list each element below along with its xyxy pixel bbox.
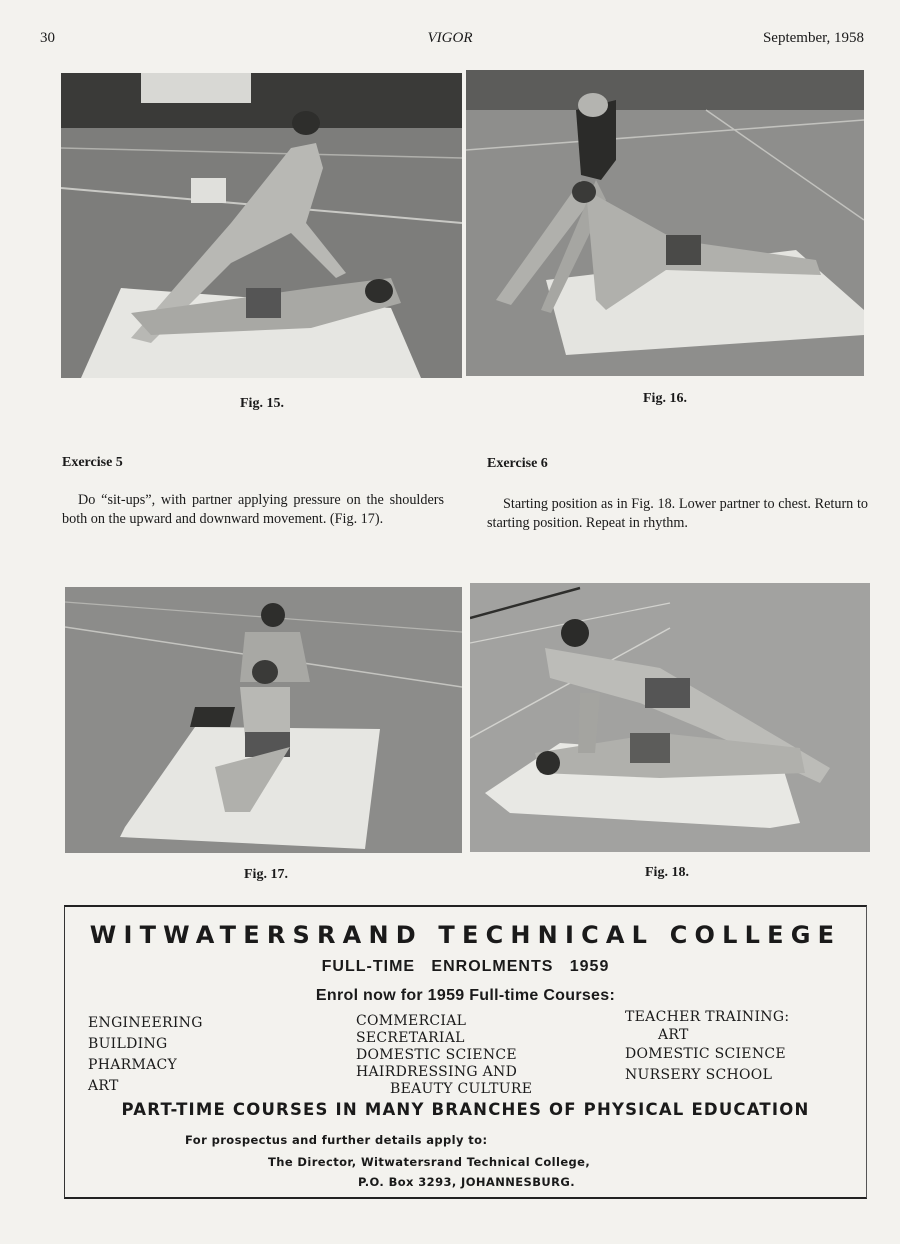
- ad-enrol-line: Enrol now for 1959 Full-time Courses:: [315, 987, 616, 1004]
- address-line-1: The Director, Witwatersrand Technical College,: [268, 1155, 591, 1169]
- part-time-courses: PART-TIME COURSES IN MANY BRANCHES OF PHYSICAL EDUCATION: [121, 1100, 810, 1119]
- magazine-title: VIGOR: [427, 30, 473, 46]
- course-item: ART: [658, 1027, 689, 1043]
- course-item: NURSERY SCHOOL: [625, 1067, 773, 1083]
- issue-date: September, 1958: [762, 30, 864, 46]
- course-item: DOMESTIC SCIENCE: [356, 1047, 517, 1063]
- course-item: TEACHER TRAINING:: [625, 1009, 790, 1025]
- course-item: COMMERCIAL: [356, 1013, 467, 1029]
- photo-fig-16: [466, 70, 864, 376]
- ad-subtitle: FULL-TIME ENROLMENTS 1959: [321, 958, 610, 975]
- exercise-5-text: Do “sit-ups”, with partner applying pressure on the shoulders both on the upward and downward movement. (Fig. 17).: [62, 492, 444, 527]
- course-item: ENGINEERING: [88, 1015, 203, 1031]
- caption-fig-17: Fig. 17.: [244, 867, 288, 882]
- course-column-3: [625, 1008, 789, 1086]
- photo-fig-18: [470, 583, 870, 852]
- address-line-2: P.O. Box 3293, JOHANNESBURG.: [358, 1175, 575, 1189]
- course-item: ART: [88, 1078, 119, 1094]
- course-item: PHARMACY: [88, 1057, 178, 1073]
- exercise-6-title: Exercise 6: [487, 456, 548, 471]
- exercise-5-title: Exercise 5: [62, 455, 123, 470]
- page-number: 30: [40, 30, 55, 46]
- caption-fig-16: Fig. 16.: [643, 391, 687, 406]
- course-column-2: [356, 1013, 532, 1098]
- ad-title: WITWATERSRAND TECHNICAL COLLEGE: [89, 921, 842, 949]
- college-advertisement: [64, 905, 867, 1199]
- photo-fig-17: [65, 587, 462, 853]
- course-item: DOMESTIC SCIENCE: [625, 1046, 786, 1062]
- prospectus-line: For prospectus and further details apply to:: [185, 1133, 488, 1147]
- caption-fig-15: Fig. 15.: [240, 396, 284, 411]
- course-item: SECRETARIAL: [356, 1030, 465, 1046]
- course-item: HAIRDRESSING AND: [356, 1064, 518, 1080]
- exercise-6-text: Starting position as in Fig. 18. Lower partner to chest. Return to starting position. Repeat in rhythm.: [487, 496, 868, 531]
- photo-fig-15: [61, 73, 462, 378]
- course-item: BEAUTY CULTURE: [390, 1081, 533, 1097]
- caption-fig-18: Fig. 18.: [645, 865, 689, 880]
- course-item: BUILDING: [88, 1036, 168, 1052]
- course-column-1: [88, 1013, 203, 1097]
